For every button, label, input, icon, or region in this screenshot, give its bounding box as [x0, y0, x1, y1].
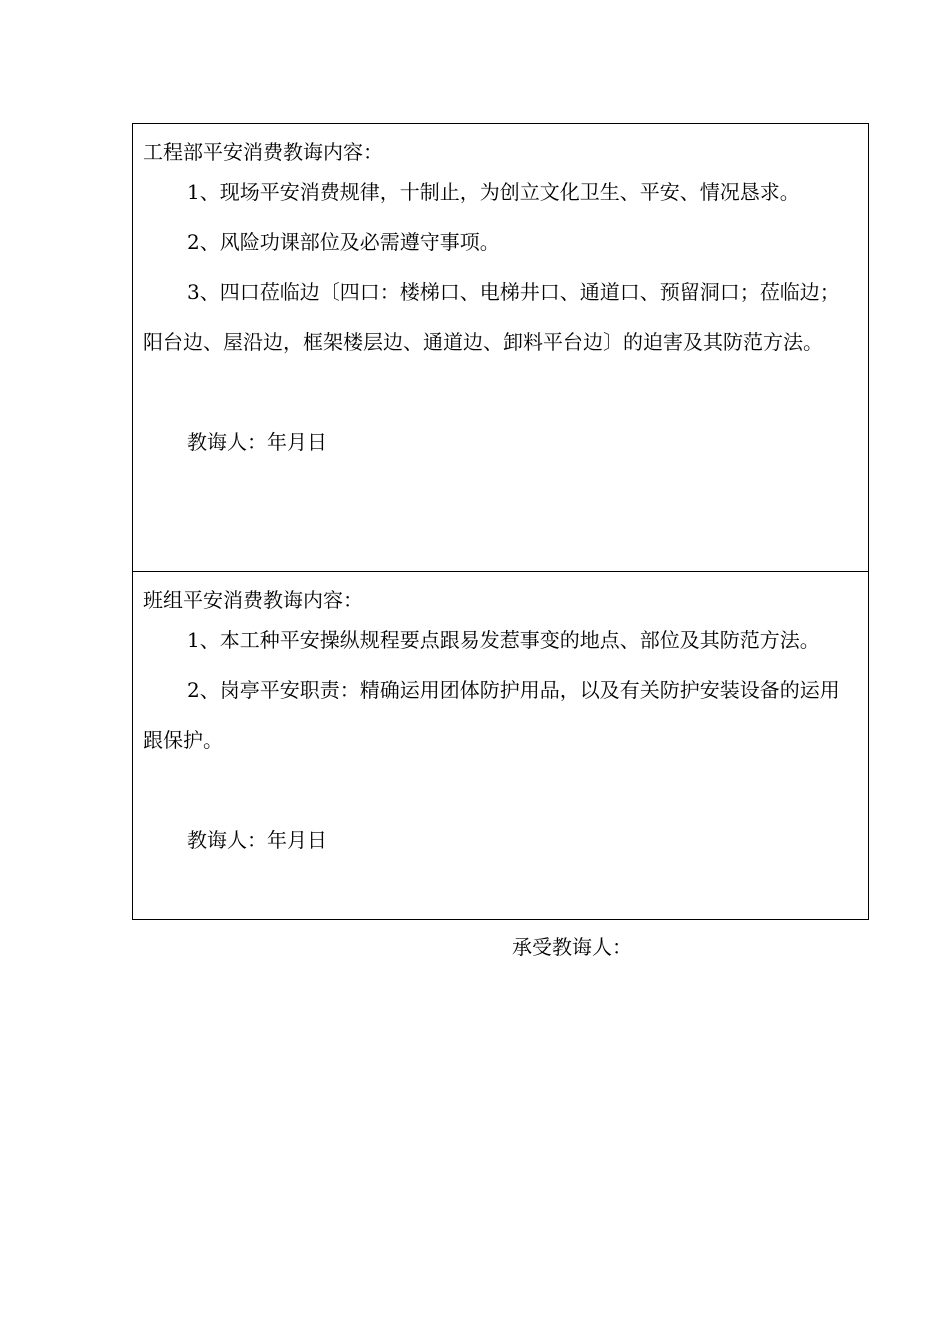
team-section-cell	[133, 572, 869, 920]
project-item-3: 3、四口莅临边〔四口：楼梯口、电梯井口、通道口、预留洞口；莅临边；阳台边、屋沿边，框架楼层边、通道边、卸料平台边〕的迫害及其防范方法。	[143, 280, 840, 354]
receiver-label: 承受教诲人：	[512, 935, 632, 959]
project-section-heading: 工程部平安消费教诲内容：	[143, 140, 383, 164]
team-item-1: 1、本工种平安操纵规程要点跟易发惹事变的地点、部位及其防范方法。	[187, 628, 820, 652]
education-form-table	[132, 123, 869, 920]
team-section-row	[133, 572, 869, 920]
blank-line	[143, 765, 858, 815]
team-item-2: 2、岗亭平安职责：精确运用团体防护用品，以及有关防护安装设备的运用跟保护。	[143, 678, 840, 752]
project-section-cell	[133, 124, 869, 572]
blank-line	[143, 367, 858, 417]
project-item-1: 1、现场平安消费规律，十制止，为创立文化卫生、平安、情况恳求。	[187, 180, 800, 204]
team-signer-line: 教诲人：年月日	[187, 828, 327, 852]
project-signer-line: 教诲人：年月日	[187, 430, 327, 454]
team-section-heading: 班组平安消费教诲内容：	[143, 588, 363, 612]
project-section-row	[133, 124, 869, 572]
project-item-2: 2、风险功课部位及必需遵守事项。	[187, 230, 500, 254]
